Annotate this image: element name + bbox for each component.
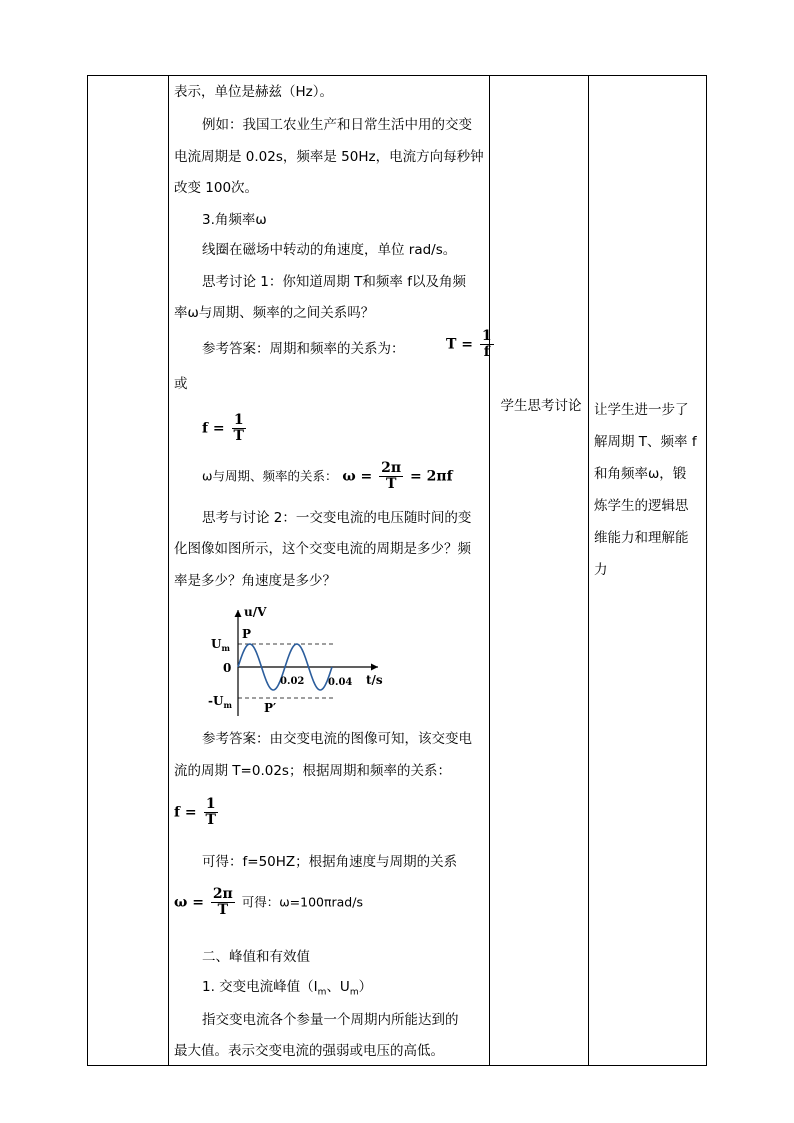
formula-label: ω与周期、频率的关系： xyxy=(202,468,338,484)
fraction-numerator: 1 xyxy=(481,328,492,344)
formula-omega-2 xyxy=(174,887,363,918)
tick-label: 0.04 xyxy=(328,677,353,688)
column-divider xyxy=(588,76,589,1065)
tick-label: 0.02 xyxy=(280,676,305,687)
formula-frequency xyxy=(202,413,248,444)
design-intent-line: 解周期 T、频率 f xyxy=(594,434,697,450)
formula-omega xyxy=(202,461,453,492)
answer-2-line: 参考答案：由交变电流的图像可知，该交变电 xyxy=(202,731,472,747)
stage-cell xyxy=(88,76,168,1065)
x-axis-label: t/s xyxy=(366,673,383,687)
formula-lhs: f = xyxy=(174,804,197,821)
answer-2-line: 可得：f=50HZ；根据角速度与周期的关系 xyxy=(202,854,458,870)
formula-lhs: f = xyxy=(202,420,225,437)
design-intent-line: 力 xyxy=(594,562,608,578)
design-intent-line: 和角频率ω，锻 xyxy=(594,466,687,482)
fraction-denominator: T xyxy=(217,902,229,918)
question-2-line: 率是多少？角速度是多少？ xyxy=(174,573,336,589)
formula-lhs: ω = xyxy=(342,468,373,485)
paragraph-unit: 表示，单位是赫兹（Hz）。 xyxy=(174,84,333,100)
formula-period xyxy=(446,329,496,360)
point-p-label: P xyxy=(242,627,252,641)
teaching-content-cell xyxy=(168,76,492,1065)
column-divider xyxy=(489,76,490,1065)
design-intent-line: 让学生进一步了 xyxy=(594,402,689,418)
text-or: 或 xyxy=(174,376,188,392)
answer-1-label: 参考答案：周期和频率的关系为： xyxy=(202,341,405,357)
fraction-numerator: 2π xyxy=(381,460,402,476)
peak-definition-line: 指交变电流各个参量一个周期内所能达到的 xyxy=(202,1012,459,1028)
fraction-denominator: T xyxy=(233,428,244,444)
paragraph-example-line: 例如：我国工农业生产和日常生活中用的交变 xyxy=(202,117,472,133)
origin-label: 0 xyxy=(223,661,232,675)
formula-lhs: ω = xyxy=(174,894,204,911)
formula-result: 可得：ω=100πrad/s xyxy=(241,894,363,910)
question-1-line: 思考讨论 1：你知道周期 T和频率 f以及角频 xyxy=(202,274,466,290)
question-2-line: 化图像如图所示，这个交变电流的周期是多少？频 xyxy=(174,541,471,557)
voltage-time-graph xyxy=(196,604,386,722)
fraction xyxy=(204,797,218,828)
fraction xyxy=(379,461,403,492)
section-2-1-heading: 1. 交变电流峰值（$I_m$、$U_m$） xyxy=(202,979,373,998)
paragraph-angular-velocity: 线圈在磁场中转动的角速度，单位 rad/s。 xyxy=(202,242,457,258)
section-2-heading: 二、峰值和有效值 xyxy=(202,949,310,965)
design-intent xyxy=(594,394,704,586)
peak-definition-line: 最大值。表示交变电流的强弱或电压的高低。 xyxy=(174,1043,444,1059)
y-axis-label: u/V xyxy=(244,605,267,619)
design-intent-line: 维能力和理解能 xyxy=(594,530,689,546)
neg-um-label: $-U_m$ xyxy=(208,694,232,710)
student-activity: 学生思考讨论 xyxy=(500,398,582,414)
formula-rhs: = 2πf xyxy=(410,468,453,485)
fraction-numerator: 1 xyxy=(232,413,246,429)
fraction-denominator: T xyxy=(385,476,397,492)
question-2-line: 思考与讨论 2：一交变电流的电压随时间的变 xyxy=(202,510,472,526)
fraction xyxy=(232,413,246,444)
um-label: $U_m$ xyxy=(211,637,230,653)
fraction-numerator: 1 xyxy=(204,797,218,813)
answer-2-line: 流的周期 T=0.02s；根据周期和频率的关系： xyxy=(174,763,451,779)
paragraph-example-line: 电流周期是 0.02s，频率是 50Hz，电流方向每秒钟 xyxy=(174,149,484,165)
paragraph-example-line: 改变 100次。 xyxy=(174,180,259,196)
formula-frequency-2 xyxy=(174,797,220,828)
question-1-line: 率ω与周期、频率的之间关系吗？ xyxy=(174,305,375,321)
fraction-denominator: f xyxy=(483,344,490,360)
fraction-numerator: 2π xyxy=(212,886,233,902)
formula-lhs: T = xyxy=(446,336,474,353)
design-intent-line: 炼学生的逻辑思 xyxy=(594,498,689,514)
lesson-table xyxy=(87,75,707,1066)
heading-angular-frequency: 3.角频率ω xyxy=(202,212,267,228)
fraction xyxy=(480,329,494,360)
fraction-denominator: T xyxy=(205,812,216,828)
point-p-prime-label: P′ xyxy=(264,701,277,715)
fraction xyxy=(211,887,235,918)
